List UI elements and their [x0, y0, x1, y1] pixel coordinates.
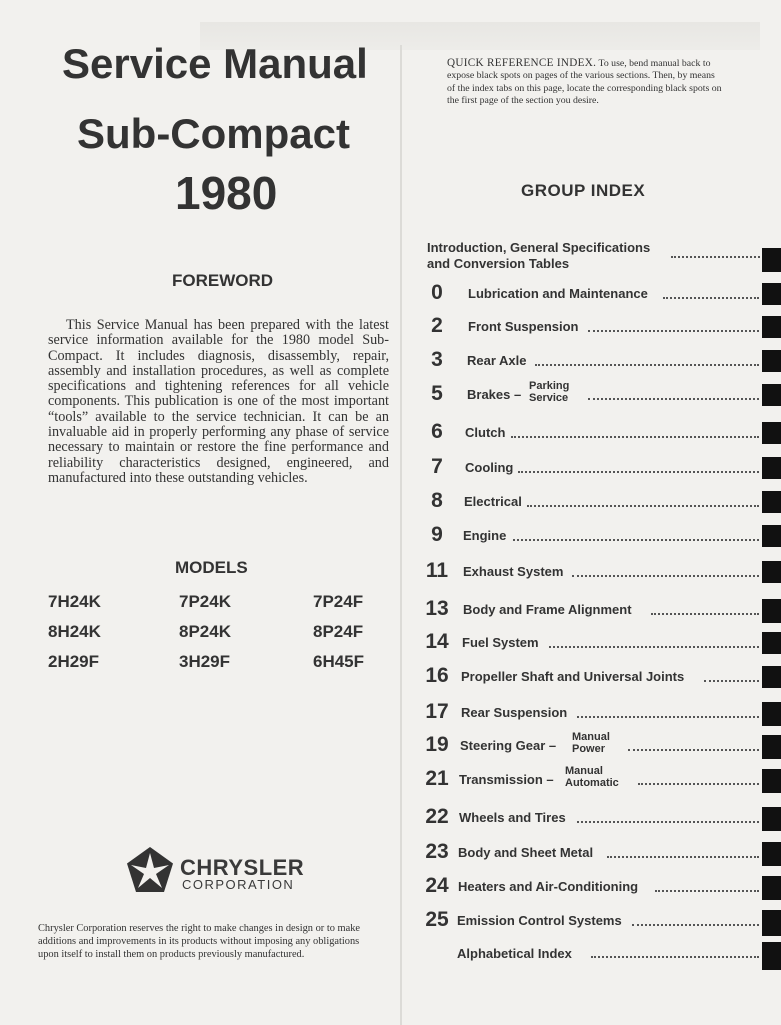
sub-option-stack: [529, 380, 569, 404]
index-tab[interactable]: [762, 316, 781, 338]
index-entry-label[interactable]: Lubrication and Maintenance: [468, 286, 648, 301]
index-entry-label[interactable]: Rear Axle: [467, 353, 527, 368]
dot-leader: [527, 505, 759, 507]
index-tab[interactable]: [762, 910, 781, 936]
quick-reference-note: [447, 57, 722, 107]
group-number: 19: [425, 733, 449, 756]
dot-leader: [518, 471, 759, 473]
group-number: 25: [425, 908, 449, 931]
index-tab[interactable]: [762, 942, 781, 970]
model-code: 8P24F: [313, 622, 364, 641]
index-tab[interactable]: [762, 350, 781, 372]
dot-leader: [513, 539, 759, 541]
index-tab[interactable]: [762, 666, 781, 688]
index-entry-label[interactable]: Clutch: [465, 425, 506, 440]
index-tab[interactable]: [762, 876, 781, 900]
pentastar-icon: [125, 846, 175, 896]
index-entry-label[interactable]: Body and Sheet Metal: [458, 845, 594, 860]
dot-leader: [588, 398, 759, 400]
index-tab[interactable]: [762, 491, 781, 513]
model-code: 7P24F: [313, 592, 364, 611]
dot-leader: [535, 364, 759, 366]
group-number: 17: [425, 700, 449, 723]
index-entry-label[interactable]: Rear Suspension: [461, 705, 568, 720]
sub-option-label: Power: [572, 743, 606, 755]
model-code: 7P24K: [179, 592, 231, 611]
group-number: 9: [431, 523, 443, 546]
index-entry-label[interactable]: Front Suspension: [468, 319, 579, 334]
group-number: 21: [425, 767, 449, 790]
group-number: 7: [431, 455, 443, 478]
title-line-2: Sub-Compact: [77, 110, 350, 157]
model-code: 3H29F: [179, 652, 231, 671]
dot-leader: [632, 924, 759, 926]
group-number: 22: [425, 805, 449, 828]
index-entry-label[interactable]: Cooling: [465, 460, 514, 475]
group-number: 13: [425, 597, 449, 620]
index-entry-label[interactable]: Body and Frame Alignment: [463, 602, 632, 617]
alphabetical-index-label[interactable]: Alphabetical Index: [457, 946, 572, 961]
sub-option-label: Service: [529, 392, 569, 404]
index-entry-label[interactable]: Wheels and Tires: [459, 810, 566, 825]
brand-subname: CORPORATION: [182, 877, 295, 892]
index-entry-label[interactable]: Steering Gear –: [460, 738, 557, 753]
index-entry-introduction[interactable]: [427, 240, 650, 272]
group-number: 3: [431, 348, 443, 371]
group-number: 2: [431, 314, 443, 337]
group-number: 0: [431, 281, 443, 304]
group-number: 16: [425, 664, 449, 687]
group-number: 6: [431, 420, 443, 443]
dot-leader: [671, 256, 760, 258]
group-number: 11: [425, 559, 449, 582]
foreword-text: This Service Manual has been prepared with the latest service information available for the 1980 model Sub-Compact. It includes diagnosis, disassembly, repair, assembly and installation procedures, as well as complete specifications and tightening references for all vehicle components. This publication is one of the most important “tools” available to the service technician. It can be an invaluable aid in properly performing any phase of service necessary to maintain or restore the fine performance and reliability characteristics designed, engineered, and manufactured into these outstanding vehicles.: [48, 317, 389, 486]
model-code: 2H29F: [48, 652, 100, 671]
index-entry-label[interactable]: Fuel System: [462, 635, 539, 650]
index-tab[interactable]: [762, 384, 781, 406]
dot-leader: [651, 613, 759, 615]
sub-option-stack: [565, 765, 619, 789]
index-tab[interactable]: [762, 807, 781, 831]
quick-reference-label: QUICK REFERENCE INDEX.: [447, 57, 597, 69]
index-tab[interactable]: [762, 283, 781, 305]
title-year: 1980: [175, 167, 278, 219]
index-tab[interactable]: [762, 599, 781, 623]
group-number: 5: [431, 382, 443, 405]
group-number: 8: [431, 489, 443, 512]
group-number: 14: [425, 630, 449, 653]
dot-leader: [607, 856, 759, 858]
title-line-1: Service Manual: [62, 40, 368, 87]
model-code: 8H24K: [48, 622, 101, 641]
index-tab[interactable]: [762, 457, 781, 479]
index-tab[interactable]: [762, 769, 781, 793]
group-number: 24: [425, 874, 449, 897]
group-number: 23: [425, 840, 449, 863]
model-code: 6H45F: [313, 652, 365, 671]
dot-leader: [572, 575, 759, 577]
index-tab[interactable]: [762, 525, 781, 547]
index-entry-label[interactable]: Brakes –: [467, 387, 522, 402]
index-tab[interactable]: [762, 735, 781, 759]
index-tab[interactable]: [762, 842, 781, 866]
dot-leader: [704, 680, 759, 682]
index-tab[interactable]: [762, 248, 781, 272]
dot-leader: [663, 297, 759, 299]
dot-leader: [577, 821, 759, 823]
index-entry-label[interactable]: Exhaust System: [463, 564, 564, 579]
intro-line-1: Introduction, General Specifications: [427, 240, 651, 255]
index-entry-label[interactable]: Transmission –: [459, 772, 554, 787]
dot-leader: [655, 890, 759, 892]
sub-option-label: Manual: [565, 765, 603, 777]
sub-option-label: Parking: [529, 380, 570, 392]
index-tab[interactable]: [762, 422, 781, 444]
model-code: 7H24K: [48, 592, 101, 611]
quick-reference-text: To use, bend manual back to expose black spots on pages of the various sections. Then, by means of the index tabs on this page, locate the corresponding black spots on the first page of the section you desire.: [447, 58, 722, 106]
index-tab[interactable]: [762, 561, 781, 583]
brand-name: CHRYSLER: [180, 855, 305, 880]
sub-option-label: Automatic: [565, 777, 619, 789]
index-entry-label[interactable]: Engine: [463, 528, 507, 543]
index-entry-label[interactable]: Heaters and Air-Conditioning: [458, 879, 639, 894]
page-fold: [400, 45, 402, 1025]
index-tab[interactable]: [762, 702, 781, 726]
sub-option-stack: [572, 731, 610, 755]
foreword-heading: FOREWORD: [172, 271, 274, 290]
model-code: 8P24K: [179, 622, 231, 641]
dot-leader: [549, 646, 759, 648]
disclaimer-text: Chrysler Corporation reserves the right to make changes in design or to make additions and improvements in its products without imposing any obligations upon itself to install them on products previously manufactured.: [38, 923, 361, 960]
index-entry-label[interactable]: Propeller Shaft and Universal Joints: [461, 669, 685, 684]
sub-option-label: Manual: [572, 731, 610, 743]
dot-leader: [638, 783, 759, 785]
models-heading: MODELS: [175, 558, 248, 577]
intro-line-2: and Conversion Tables: [427, 256, 570, 271]
index-entry-label[interactable]: Electrical: [464, 494, 522, 509]
index-entry-label[interactable]: Emission Control Systems: [457, 913, 622, 928]
dot-leader: [577, 716, 759, 718]
dot-leader: [588, 330, 759, 332]
group-index-heading: GROUP INDEX: [521, 181, 646, 200]
dot-leader: [511, 436, 759, 438]
dot-leader: [591, 956, 759, 958]
dot-leader: [628, 749, 759, 751]
index-tab[interactable]: [762, 632, 781, 654]
